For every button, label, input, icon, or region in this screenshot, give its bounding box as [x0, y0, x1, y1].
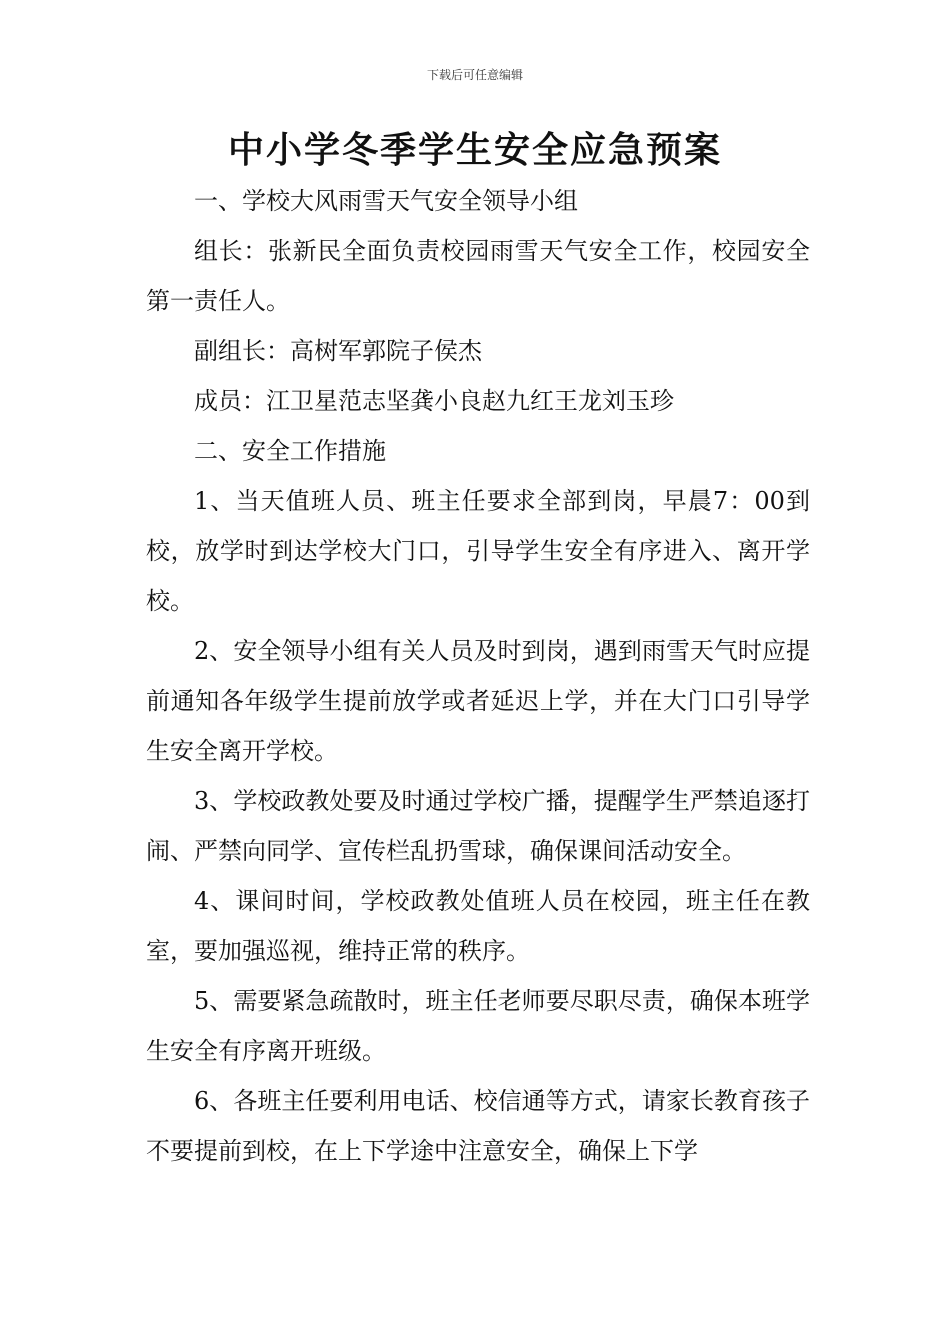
paragraph-deputy-leaders: 副组长：高树军郭院子侯杰 — [194, 337, 482, 365]
paragraph-measures-heading: 二、安全工作措施 — [194, 437, 386, 465]
document-title: 中小学冬季学生安全应急预案 — [227, 129, 722, 171]
paragraph-measure-6: 6、各班主任要利用电话、校信通等方式，请家长教育孩子不要提前到校，在上下学途中注意安全，确保上下学 — [146, 1087, 810, 1165]
document-body — [146, 176, 810, 1176]
paragraph-measure-5: 5、需要紧急疏散时，班主任老师要尽职尽责，确保本班学生安全有序离开班级。 — [146, 987, 810, 1065]
paragraph-measure-4: 4、课间时间，学校政教处值班人员在校园，班主任在教室，要加强巡视，维持正常的秩序。 — [146, 887, 810, 965]
paragraph-measure-1: 1、当天值班人员、班主任要求全部到岗，早晨7：00到校，放学时到达学校大门口，引导学生安全有序进入、离开学校。 — [146, 487, 810, 615]
paragraph-group-leader: 组长：张新民全面负责校园雨雪天气安全工作，校园安全第一责任人。 — [146, 237, 810, 315]
paragraph-leadership-group: 一、学校大风雨雪天气安全领导小组 — [194, 187, 578, 215]
paragraph-members: 成员：江卫星范志坚龚小良赵九红王龙刘玉珍 — [194, 387, 674, 415]
header-note: 下载后可任意编辑 — [426, 68, 523, 82]
paragraph-measure-2: 2、安全领导小组有关人员及时到岗，遇到雨雪天气时应提前通知各年级学生提前放学或者延迟上学，并在大门口引导学生安全离开学校。 — [146, 637, 810, 765]
paragraph-measure-3: 3、学校政教处要及时通过学校广播，提醒学生严禁追逐打闹、严禁向同学、宣传栏乱扔雪球，确保课间活动安全。 — [146, 787, 810, 865]
